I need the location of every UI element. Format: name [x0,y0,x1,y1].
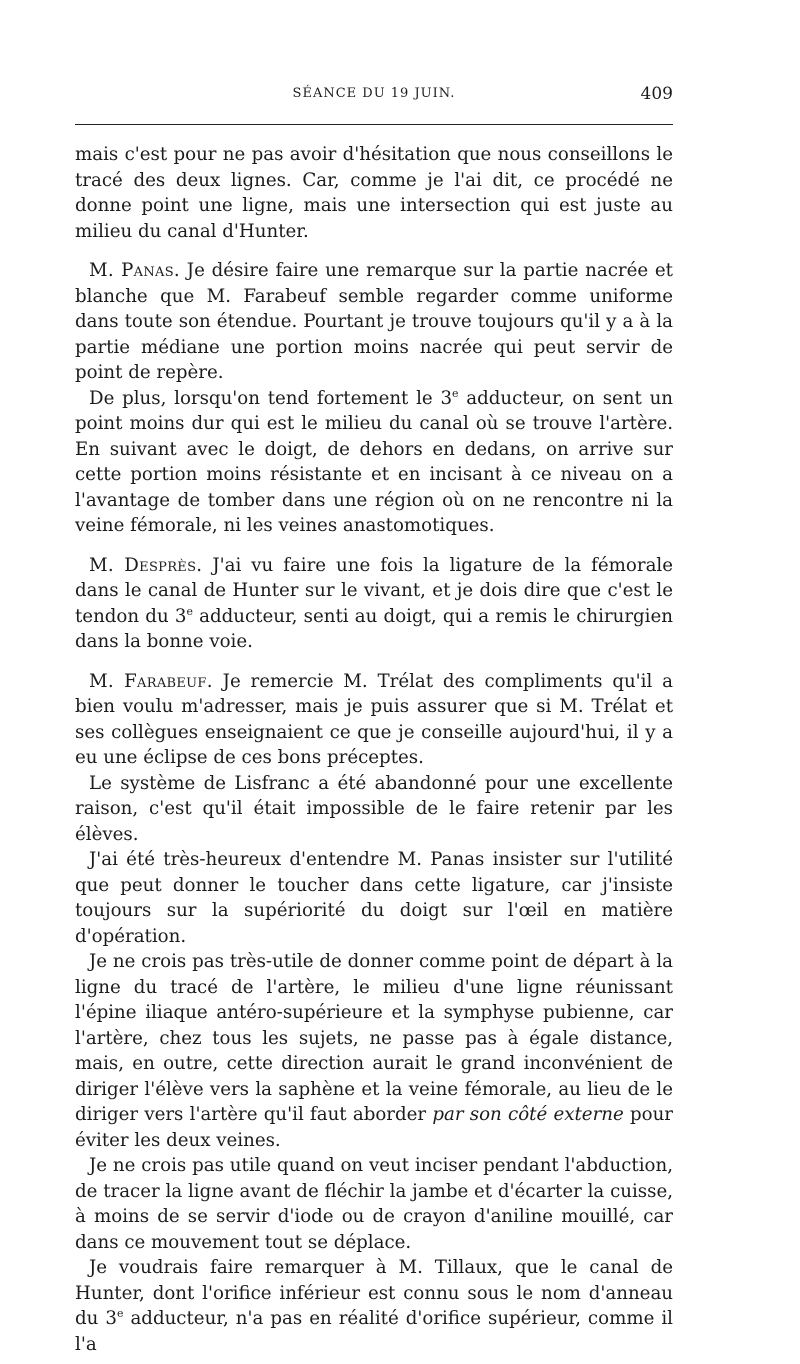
paragraph-7: J'ai été très-heureux d'entendre M. Panas insister sur l'utilité que peut donner le toucher dans cette ligature, car j'insiste toujours sur la supériorité du doigt sur l'œil en matière d'opération. [75,849,673,947]
body-text [75,142,673,1357]
paragraph-text: adducteur, n'a pas en réalité d'orifice supérieur, comme il l'a [75,1308,673,1355]
paragraph-8 [75,949,673,1153]
speaker-name: M. Panas. [89,260,180,281]
paragraph-text: Je ne crois pas très-utile de donner comme point de départ à la ligne du tracé de l'artère, le milieu d'une ligne réunissant l'épine iliaque antéro-supérieure et la symphyse pubienne, car l'artère, chez tous les sujets, ne passe pas à égale distance, mais, en outre, cette direction aurait le grand inconvénient de diriger l'élève vers la saphène et la veine fémorale, au lieu de le diriger vers l'artère qu'il faut aborder [75,951,673,1125]
paragraph-farabeuf [75,669,673,771]
italic-phrase: par son côté externe [432,1104,624,1125]
paragraph-text: De plus, lorsqu'on tend fortement le 3 [89,387,453,409]
paragraph-text: Je désire faire une remarque sur la partie nacrée et blanche que M. Farabeuf semble regarder comme uniforme dans toute son étendue. Pourtant je trouve toujours qu'il y a à la partie médiane une portion moins nacrée qui peut servir de point de repère. [75,260,673,383]
paragraph-text: adducteur, senti au doigt, qui a remis le chirurgien dans la bonne voie. [75,605,673,652]
superscript: e [116,1306,124,1320]
paragraph-despres [75,553,673,655]
header-rule [75,124,673,125]
superscript: e [452,386,459,400]
speaker-name: M. Desprès. [89,554,203,576]
paragraph-text: pour éviter les deux veines. [75,1104,673,1151]
running-title: SÉANCE DU 19 JUIN. [292,86,456,101]
paragraph-text: adducteur, on sent un point moins dur qui est le milieu du canal où se trouve l'artère. En suivant avec le doigt, de dehors en dedans, on arrive sur cette portion moins résistante et en incisant à ce niveau on a l'avantage de tomber dans une région où on ne rencontre ni la veine fémorale, ni les veines anastomotiques. [75,387,673,536]
paragraph-9: Je ne crois pas utile quand on veut inciser pendant l'abduction, de tracer la ligne avant de fléchir la jambe et d'écarter la cuisse, à moins de se servir d'iode ou de crayon d'aniline mouillé, car dans ce mouvement tout se déplace. [75,1155,673,1253]
page-number: 409 [640,84,673,104]
paragraph-6: Le système de Lisfranc a été abandonné pour une excellente raison, c'est qu'il était impossible de le faire retenir par les élèves. [75,772,673,845]
paragraph-panas [75,258,673,386]
paragraph-text: Je voudrais faire remarquer à M. Tillaux, que le canal de Hunter, dont l'orifice inférieur est connu sous le nom d'anneau du 3 [75,1257,673,1329]
paragraph-1: mais c'est pour ne pas avoir d'hésitation que nous conseillons le tracé des deux lignes. Car, comme je l'ai dit, ce procédé ne donne point une ligne, mais une intersection qui est juste au milieu du canal d'Hunter. [75,144,673,242]
paragraph-text: Je remercie M. Trélat des compliments qu'il a bien voulu m'adresser, mais je puis assurer que si M. Trélat et ses collègues enseignaient ce que je conseille aujourd'hui, il y a eu une éclipse de ces bons préceptes. [75,670,673,768]
paragraph-10 [75,1255,673,1357]
paragraph-text: J'ai vu faire une fois la ligature de la fémorale dans le canal de Hunter sur le vivant, et je dois dire que c'est le tendon du 3 [75,554,673,627]
superscript: e [186,604,193,618]
page-header [75,86,673,112]
paragraph-3 [75,386,673,539]
speaker-name: M. Farabeuf. [89,670,213,692]
